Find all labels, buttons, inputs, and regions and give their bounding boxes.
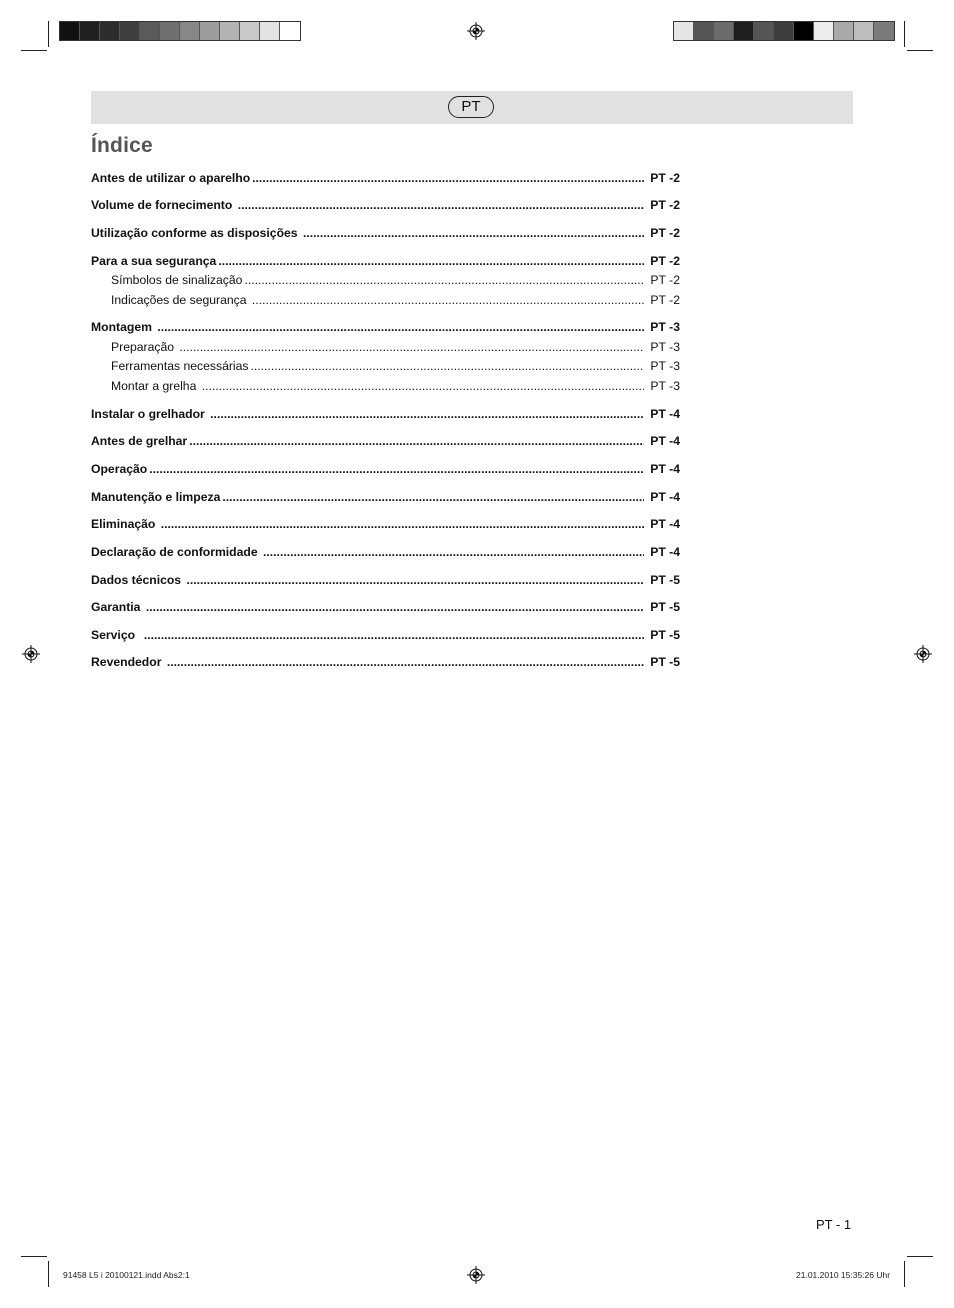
color-swatch	[180, 22, 200, 40]
toc-entry-label: Revendedor	[91, 655, 165, 669]
color-swatch	[854, 22, 874, 40]
color-swatch	[754, 22, 774, 40]
color-swatch	[694, 22, 714, 40]
toc-entry-label: Montar a grelha	[111, 379, 200, 393]
toc-leader-dots	[222, 489, 644, 505]
toc-entry[interactable]	[91, 433, 680, 449]
page-number: PT - 1	[816, 1217, 852, 1232]
toc-leader-dots	[252, 170, 644, 186]
toc-entry-page: PT -5	[650, 628, 680, 642]
registration-mark-icon	[467, 22, 485, 40]
toc-entry-label: Eliminação	[91, 517, 159, 531]
toc-entry-page: PT -3	[650, 320, 680, 334]
toc-entry[interactable]	[91, 572, 680, 588]
date-slug: 21.01.2010 15:35:26 Uhr	[796, 1270, 891, 1280]
color-swatch	[714, 22, 734, 40]
toc-entry-label: Símbolos de sinalização	[111, 273, 243, 287]
color-swatch	[240, 22, 260, 40]
registration-mark-icon	[914, 645, 932, 663]
crop-mark	[907, 1256, 933, 1257]
toc-entry[interactable]	[91, 654, 680, 670]
toc-entry-page: PT -5	[650, 573, 680, 587]
toc-entry-page: PT -2	[650, 254, 680, 268]
toc-leader-dots	[189, 433, 644, 449]
registration-mark-icon	[22, 645, 40, 663]
color-calibration-bar-right	[673, 21, 895, 41]
toc-entry-page: PT -4	[650, 434, 680, 448]
color-swatch	[160, 22, 180, 40]
toc-leader-dots	[218, 253, 644, 269]
toc-entry[interactable]	[91, 253, 680, 269]
color-swatch	[874, 22, 894, 40]
crop-mark	[21, 1256, 47, 1257]
toc-leader-dots	[161, 516, 644, 532]
toc-entry-page: PT -4	[650, 545, 680, 559]
toc-entry-page: PT -5	[650, 600, 680, 614]
toc-entry[interactable]	[111, 339, 680, 355]
toc-entry[interactable]	[91, 319, 680, 335]
color-swatch	[814, 22, 834, 40]
toc-entry-label: Volume de fornecimento	[91, 198, 236, 212]
color-swatch	[734, 22, 754, 40]
toc-entry[interactable]	[91, 197, 680, 213]
toc-entry[interactable]	[91, 627, 680, 643]
toc-entry-label: Montagem	[91, 320, 156, 334]
toc-entry-page: PT -3	[650, 379, 680, 393]
color-swatch	[80, 22, 100, 40]
toc-entry-page: PT -2	[650, 293, 680, 307]
toc-leader-dots	[210, 406, 644, 422]
crop-mark	[48, 1261, 49, 1287]
language-badge: PT	[448, 96, 494, 118]
toc-entry-page: PT -2	[650, 273, 680, 287]
toc-entry-label: Garantia	[91, 600, 144, 614]
file-slug: 91458 L5 i 20100121.indd Abs2:1	[63, 1270, 190, 1280]
toc-leader-dots	[263, 544, 644, 560]
toc-entry-label: Ferramentas necessárias	[111, 359, 249, 373]
toc-leader-dots	[179, 339, 644, 355]
toc-leader-dots	[251, 358, 644, 374]
toc-entry[interactable]	[111, 378, 680, 394]
color-swatch	[60, 22, 80, 40]
toc-leader-dots	[252, 292, 644, 308]
color-swatch	[774, 22, 794, 40]
toc-entry-label: Antes de grelhar	[91, 434, 188, 448]
toc-entry-label: Dados técnicos	[91, 573, 185, 587]
toc-entry-label: Declaração de conformidade	[91, 545, 262, 559]
toc-leader-dots	[303, 225, 644, 241]
color-swatch	[140, 22, 160, 40]
color-swatch	[674, 22, 694, 40]
toc-entry-label: Manutenção e limpeza	[91, 490, 221, 504]
toc-leader-dots	[146, 599, 644, 615]
page-title: Índice	[91, 134, 153, 157]
toc-leader-dots	[149, 461, 644, 477]
toc-entry[interactable]	[91, 170, 680, 186]
color-swatch	[200, 22, 220, 40]
toc-entry-page: PT -2	[650, 171, 680, 185]
toc-leader-dots	[157, 319, 644, 335]
toc-entry[interactable]	[91, 489, 680, 505]
toc-leader-dots	[167, 654, 644, 670]
toc-entry-label: Serviço	[91, 628, 142, 642]
toc-entry[interactable]	[111, 272, 680, 288]
toc-entry-label: Instalar o grelhador	[91, 407, 209, 421]
toc-entry-page: PT -4	[650, 517, 680, 531]
toc-entry-page: PT -4	[650, 462, 680, 476]
color-swatch	[260, 22, 280, 40]
toc-entry-page: PT -3	[650, 359, 680, 373]
crop-mark	[21, 50, 47, 51]
toc-entry-page: PT -5	[650, 655, 680, 669]
color-swatch	[794, 22, 814, 40]
toc-entry-label: Operação	[91, 462, 148, 476]
toc-entry-label: Preparação	[111, 340, 178, 354]
toc-entry[interactable]	[91, 599, 680, 615]
toc-leader-dots	[144, 627, 644, 643]
toc-entry-page: PT -2	[650, 226, 680, 240]
toc-entry[interactable]	[91, 516, 680, 532]
color-swatch	[220, 22, 240, 40]
toc-entry[interactable]	[111, 358, 680, 374]
toc-leader-dots	[202, 378, 644, 394]
toc-leader-dots	[238, 197, 644, 213]
toc-entry[interactable]	[91, 461, 680, 477]
toc-entry[interactable]	[111, 292, 680, 308]
toc-entry-page: PT -2	[650, 198, 680, 212]
color-swatch	[100, 22, 120, 40]
toc-entry-label: Indicações de segurança	[111, 293, 250, 307]
toc-entry[interactable]	[91, 225, 680, 241]
toc-entry-label: Para a sua segurança	[91, 254, 217, 268]
color-swatch	[280, 22, 300, 40]
toc-leader-dots	[186, 572, 644, 588]
toc-entry-page: PT -4	[650, 407, 680, 421]
toc-entry[interactable]	[91, 406, 680, 422]
toc-entry-page: PT -3	[650, 340, 680, 354]
toc-entry-label: Antes de utilizar o aparelho	[91, 171, 251, 185]
crop-mark	[48, 21, 49, 47]
toc-leader-dots	[244, 272, 644, 288]
color-calibration-bar-left	[59, 21, 301, 41]
toc-entry-label: Utilização conforme as disposições	[91, 226, 301, 240]
color-swatch	[120, 22, 140, 40]
registration-mark-icon	[467, 1266, 485, 1284]
color-swatch	[834, 22, 854, 40]
toc-entry[interactable]	[91, 544, 680, 560]
crop-mark	[907, 50, 933, 51]
crop-mark	[904, 1261, 905, 1287]
crop-mark	[904, 21, 905, 47]
toc-entry-page: PT -4	[650, 490, 680, 504]
